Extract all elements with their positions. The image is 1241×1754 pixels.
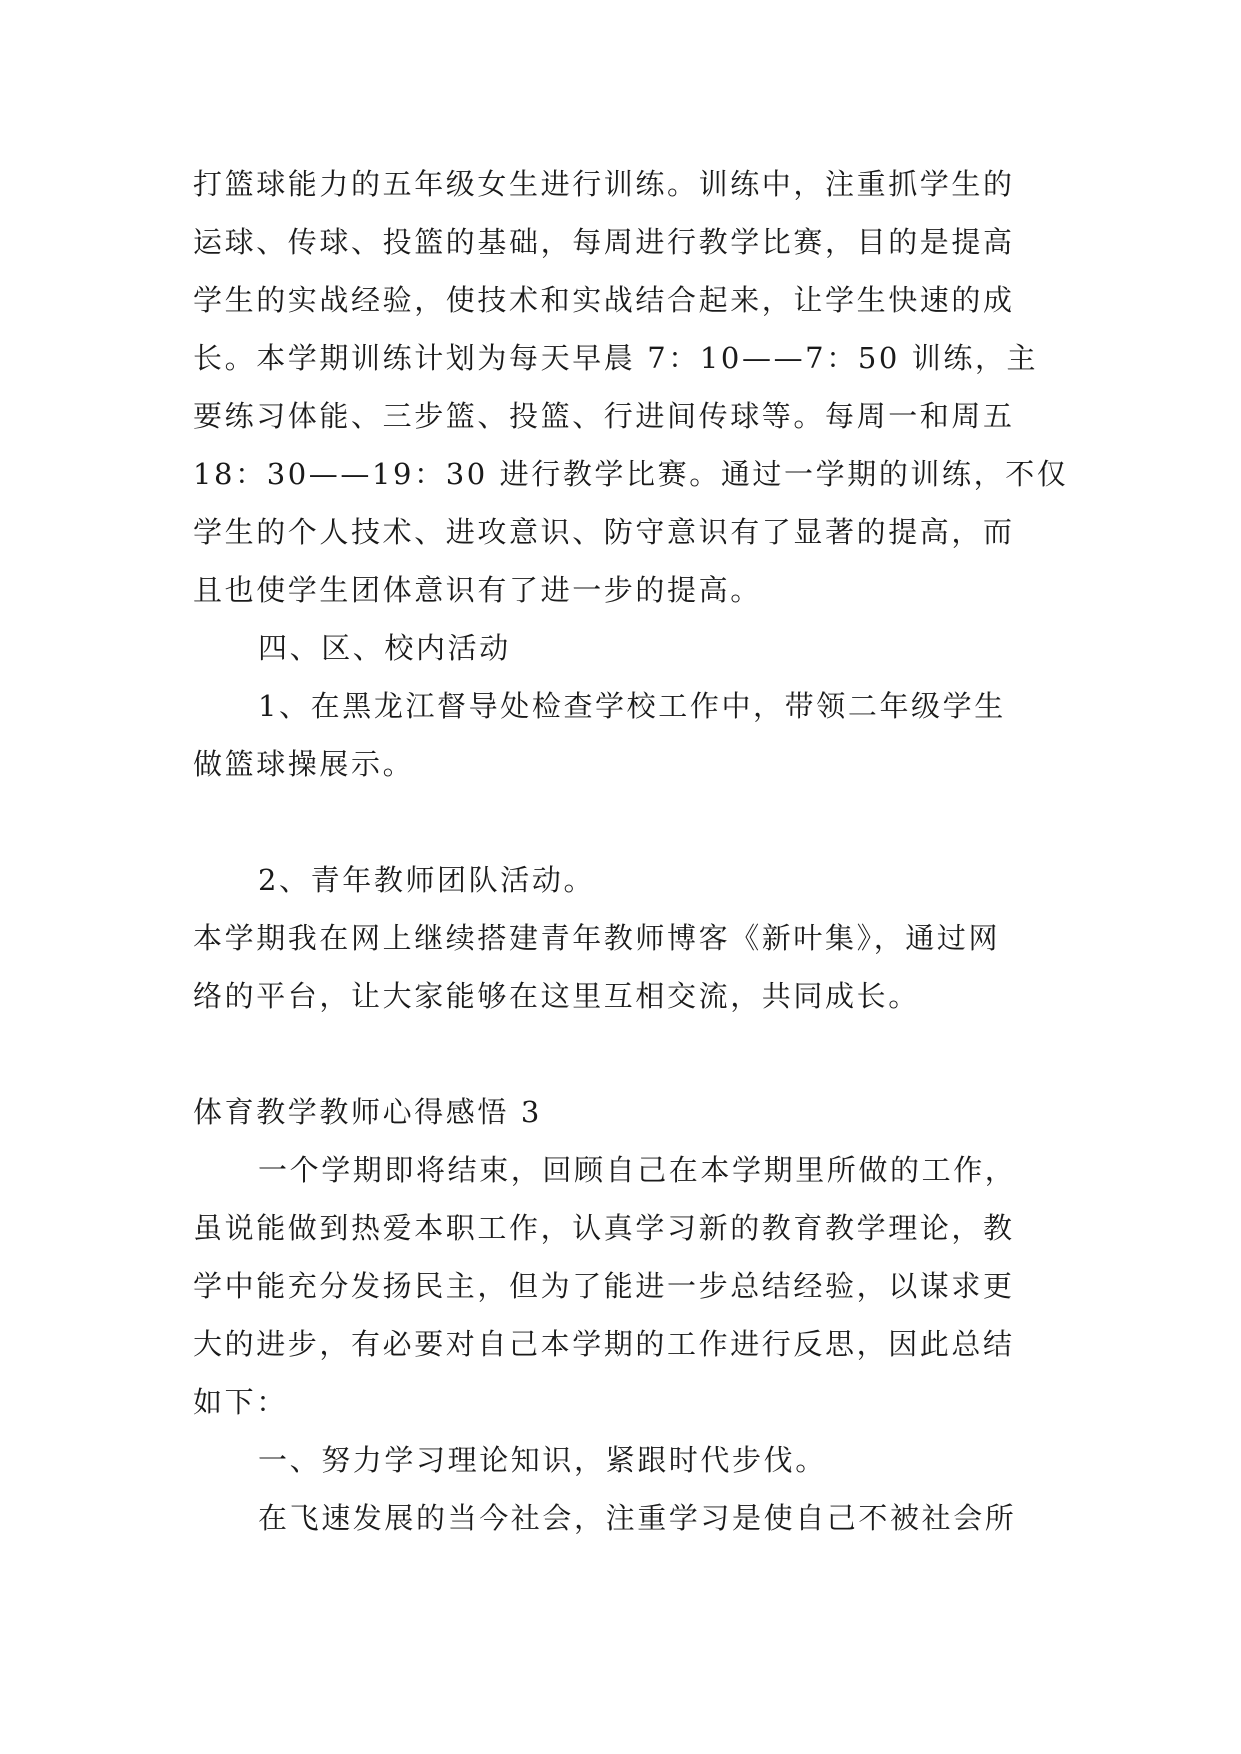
- paragraph-line: 打篮球能力的五年级女生进行训练。训练中，注重抓学生的: [193, 167, 1015, 201]
- paragraph-line: 一个学期即将结束，回顾自己在本学期里所做的工作，: [258, 1153, 1017, 1187]
- paragraph-line: 做篮球操展示。: [193, 747, 415, 781]
- paragraph-line: 学生的实战经验，使技术和实战结合起来，让学生快速的成: [193, 283, 1015, 317]
- paragraph-line: 虽说能做到热爱本职工作，认真学习新的教育教学理论，教: [193, 1211, 1015, 1245]
- paragraph-line: 学生的个人技术、进攻意识、防守意识有了显著的提高，而: [193, 515, 1015, 549]
- paragraph-line: 运球、传球、投篮的基础，每周进行教学比赛，目的是提高: [193, 225, 1015, 259]
- paragraph-line: 1、在黑龙江督导处检查学校工作中，带领二年级学生: [258, 689, 1006, 723]
- paragraph-line: 络的平台，让大家能够在这里互相交流，共同成长。: [193, 979, 920, 1013]
- paragraph-line: 18：30——19：30 进行教学比赛。通过一学期的训练，不仅: [193, 457, 1069, 491]
- paragraph-line: 长。本学期训练计划为每天早晨 7：10——7：50 训练，主: [193, 341, 1039, 375]
- paragraph-line: 2、青年教师团队活动。: [258, 863, 596, 897]
- paragraph-line: 要练习体能、三步篮、投篮、行进间传球等。每周一和周五: [193, 399, 1015, 433]
- paragraph-line: 在飞速发展的当今社会，注重学习是使自己不被社会所: [258, 1501, 1017, 1535]
- section-heading: 一、努力学习理论知识，紧跟时代步伐。: [258, 1443, 827, 1477]
- paragraph-line: 且也使学生团体意识有了进一步的提高。: [193, 573, 762, 607]
- section-heading: 四、区、校内活动: [258, 631, 511, 665]
- paragraph-line: 大的进步，有必要对自己本学期的工作进行反思，因此总结: [193, 1327, 1015, 1361]
- paragraph-line: 学中能充分发扬民主，但为了能进一步总结经验，以谋求更: [193, 1269, 1015, 1303]
- article-title: 体育教学教师心得感悟 3: [193, 1095, 542, 1129]
- paragraph-line: 本学期我在网上继续搭建青年教师博客《新叶集》，通过网: [193, 921, 1001, 955]
- paragraph-line: 如下：: [193, 1385, 288, 1419]
